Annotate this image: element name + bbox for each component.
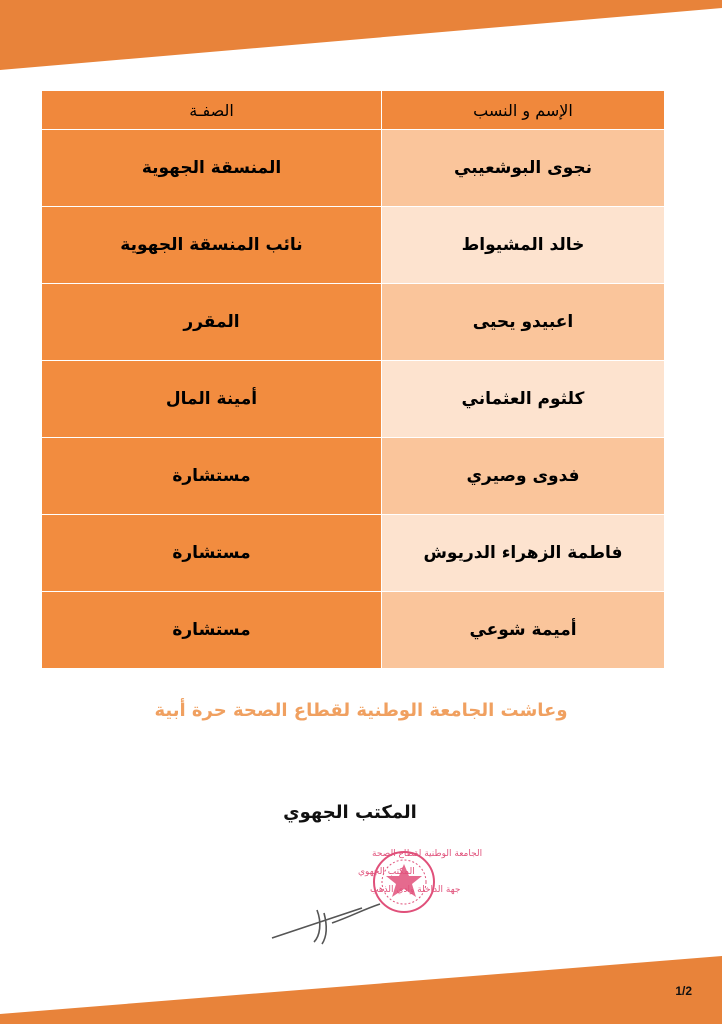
member-name: اعبيدو يحيى (382, 284, 665, 361)
table-row (42, 438, 665, 515)
member-role: مستشارة (42, 438, 382, 515)
table-row (42, 592, 665, 669)
table-row (42, 361, 665, 438)
table-row (42, 284, 665, 361)
signature-scribble (272, 904, 380, 944)
table-row (42, 207, 665, 284)
stamp-line: جهة الداخلة وادي الذهب (370, 885, 461, 895)
header-role: الصفـة (42, 91, 382, 130)
member-name: فاطمة الزهراء الدريوش (382, 515, 665, 592)
header-decor-band (0, 0, 722, 72)
table-header-row (42, 91, 665, 130)
member-role: مستشارة (42, 515, 382, 592)
member-name: أميمة شوعي (382, 592, 665, 669)
footer-decor-band (0, 954, 722, 1024)
round-seal-icon (374, 852, 434, 912)
header-name: الإسم و النسب (382, 91, 665, 130)
signature-title: المكتب الجهوي (283, 802, 417, 823)
member-name: خالد المشيواط (382, 207, 665, 284)
table-row (42, 515, 665, 592)
member-name: كلثوم العثماني (382, 361, 665, 438)
member-role: المقرر (42, 284, 382, 361)
member-role: نائب المنسقة الجهوية (42, 207, 382, 284)
official-stamp-signature (262, 838, 483, 948)
stamp-line: الجامعة الوطنية لقطاع الصحة (372, 849, 483, 859)
member-name: نجوى البوشعيبي (382, 130, 665, 207)
page-number: 1/2 (675, 984, 692, 998)
member-role: مستشارة (42, 592, 382, 669)
closing-slogan: وعاشت الجامعة الوطنية لقطاع الصحة حرة أبية (154, 700, 568, 721)
member-role: المنسقة الجهوية (42, 130, 382, 207)
member-role: أمينة المال (42, 361, 382, 438)
roster-table (41, 90, 665, 669)
stamp-line: المكتب الجهوي (358, 867, 415, 877)
member-name: فدوى وصيري (382, 438, 665, 515)
table-row (42, 130, 665, 207)
